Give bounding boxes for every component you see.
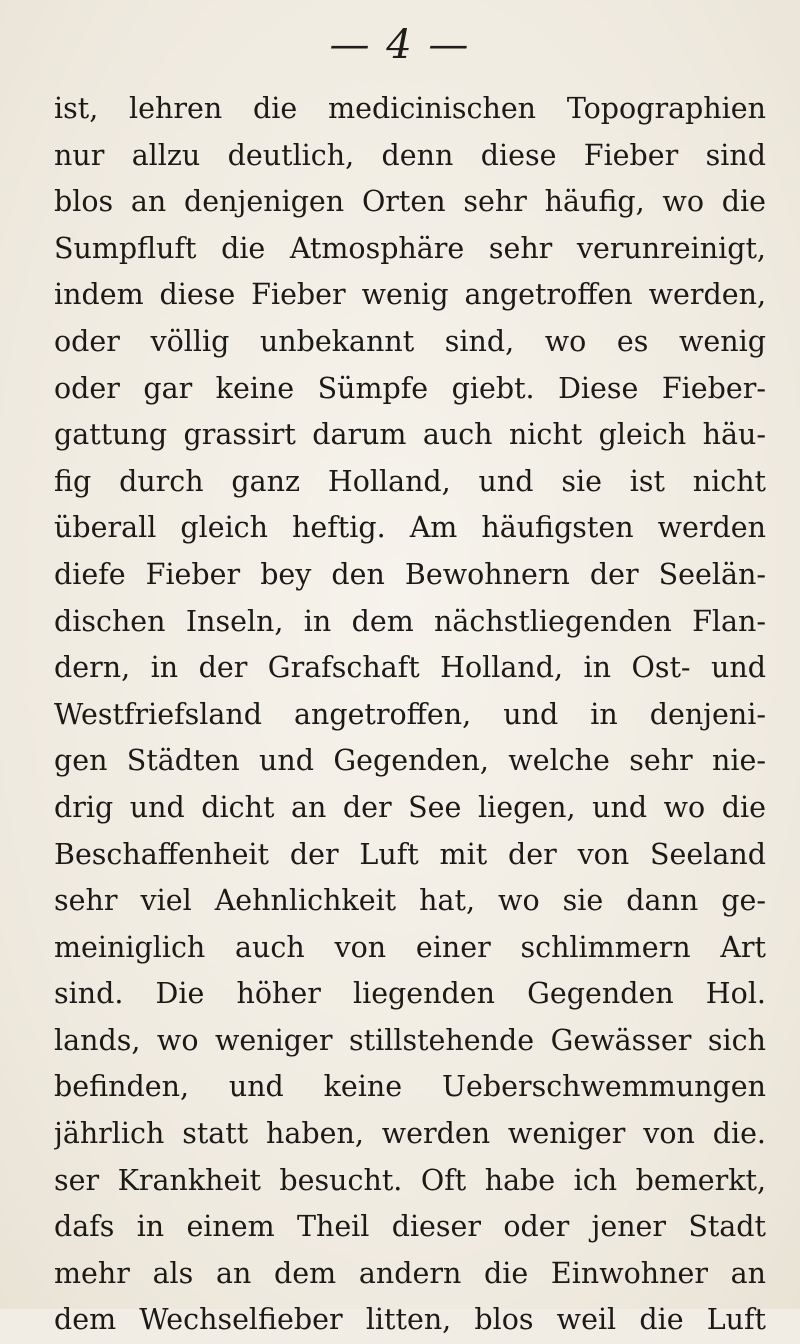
text-line: dafs in einem Theil dieser oder jener Stadt bbox=[54, 1210, 766, 1244]
text-line: dem Wechselfieber litten, blos weil die Luft bbox=[54, 1303, 766, 1337]
text-line: lands, wo weniger stillstehende Gewässer sich bbox=[54, 1023, 766, 1057]
text-line: sehr viel Aehnlichkeit hat, wo sie dann ge- bbox=[54, 884, 766, 918]
text-line: drig und dicht an der See liegen, und wo die bbox=[54, 790, 766, 824]
text-line: indem diese Fieber wenig angetroffen werden, bbox=[54, 278, 766, 312]
text-line: befinden, und keine Ueberschwemmungen bbox=[54, 1070, 766, 1104]
text-line: sind. Die höher liegenden Gegenden Hol. bbox=[54, 977, 766, 1011]
text-line: jährlich statt haben, werden weniger von die. bbox=[54, 1117, 766, 1151]
text-line: oder gar keine Sümpfe giebt. Diese Fieber- bbox=[54, 371, 766, 405]
text-line: oder völlig unbekannt sind, wo es wenig bbox=[54, 324, 766, 358]
text-line: fig durch ganz Holland, und sie ist nicht bbox=[54, 464, 766, 498]
text-line: ist, lehren die medicinischen Topographien bbox=[54, 92, 766, 125]
text-line: Sumpfluft die Atmosphäre sehr verunreinigt, bbox=[54, 231, 766, 265]
text-line: diefe Fieber bey den Bewohnern der Seelän- bbox=[54, 557, 766, 591]
text-line: Westfriefsland angetroffen, und in denjeni- bbox=[54, 697, 766, 731]
text-line: nur allzu deutlich, denn diese Fieber sind bbox=[54, 138, 766, 172]
text-line: meiniglich auch von einer schlimmern Art bbox=[54, 930, 766, 964]
text-line: blos an denjenigen Orten sehr häufig, wo die bbox=[54, 185, 766, 219]
page-number: — 4 — bbox=[329, 22, 471, 68]
text-line: Beschaffenheit der Luft mit der von Seeland bbox=[54, 837, 766, 871]
body-text bbox=[54, 86, 766, 1344]
text-line: dischen Inseln, in dem nächstliegenden Flan- bbox=[54, 604, 766, 638]
text-line: mehr als an dem andern die Einwohner an bbox=[54, 1256, 766, 1290]
text-line: überall gleich heftig. Am häufigsten werden bbox=[54, 511, 766, 545]
text-line: gen Städten und Gegenden, welche sehr nie- bbox=[54, 744, 766, 778]
text-line: gattung grassirt darum auch nicht gleich häu- bbox=[54, 418, 766, 452]
text-line: dern, in der Grafschaft Holland, in Ost- und bbox=[54, 651, 766, 685]
text-line: ser Krankheit besucht. Oft habe ich bemerkt, bbox=[54, 1163, 766, 1197]
